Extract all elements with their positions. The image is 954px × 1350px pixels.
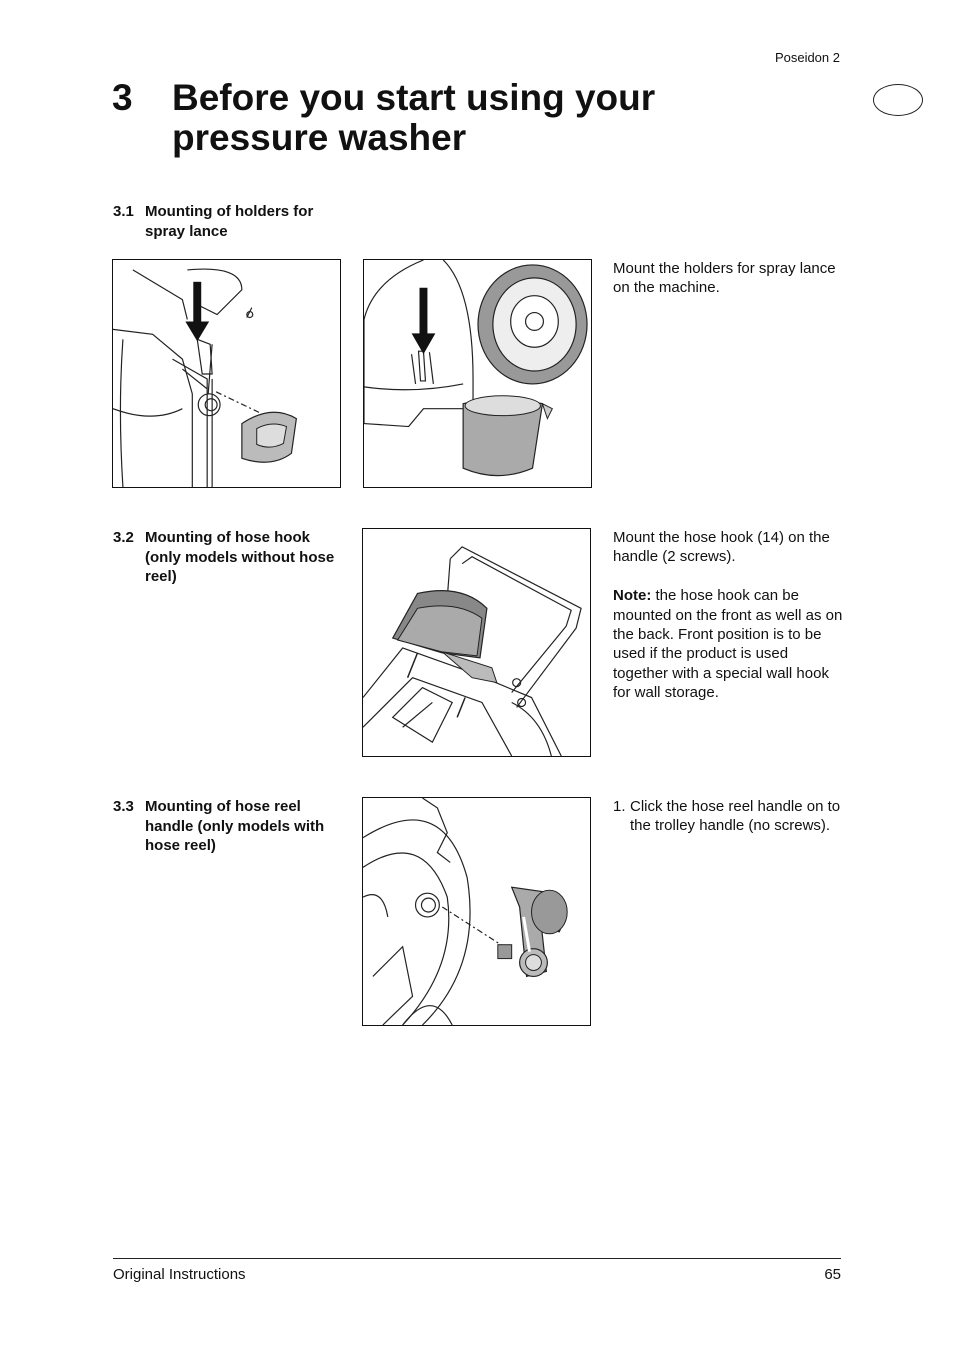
list-marker: 1.	[613, 798, 626, 815]
section-number: 3.3	[113, 798, 134, 815]
note-text: the hose hook can be mounted on the front as well as on the back. Front position is to be used if the product is used together with a special wall hook for wall storage.	[613, 587, 843, 702]
figure-hose-hook	[362, 528, 591, 757]
paragraph: Mount the holders for spray lance on the machine.	[613, 260, 836, 297]
hose-reel-handle-illustration	[363, 798, 590, 1025]
chapter-title: Before you start using your pressure washer	[172, 77, 656, 158]
section-title: Mounting of holders for spray lance	[145, 203, 314, 240]
section-3-2-text	[613, 528, 843, 703]
lance-holder-side-illustration	[113, 260, 340, 487]
note-label: Note:	[613, 587, 652, 605]
section-title: Mounting of hose reel handle (only models with hose reel)	[145, 798, 325, 854]
header-product-name: Poseidon 2	[774, 50, 840, 65]
footer-page-number: 65	[824, 1266, 841, 1283]
language-marker-oval	[873, 84, 923, 116]
figure-lance-holder-side	[112, 259, 341, 488]
figure-hose-reel-handle	[362, 797, 591, 1026]
list-item-text: Click the hose reel handle on to the trolley handle (no screws).	[630, 798, 841, 835]
footer-document-label: Original Instructions	[113, 1266, 246, 1283]
hose-hook-illustration	[363, 529, 590, 756]
section-number: 3.2	[113, 529, 134, 546]
list-item	[613, 797, 843, 836]
section-3-1-text	[613, 259, 843, 298]
note-paragraph	[613, 586, 843, 702]
paragraph: Mount the hose hook (14) on the handle (2 screws).	[613, 529, 830, 566]
section-title: Mounting of hose hook (only models without hose reel)	[145, 529, 335, 585]
chapter-number: 3	[112, 77, 133, 118]
figure-lance-holder-rear	[363, 259, 592, 488]
lance-holder-rear-illustration	[364, 260, 591, 487]
section-3-3-text	[613, 797, 843, 836]
section-number: 3.1	[113, 203, 134, 220]
footer-divider	[113, 1258, 841, 1259]
